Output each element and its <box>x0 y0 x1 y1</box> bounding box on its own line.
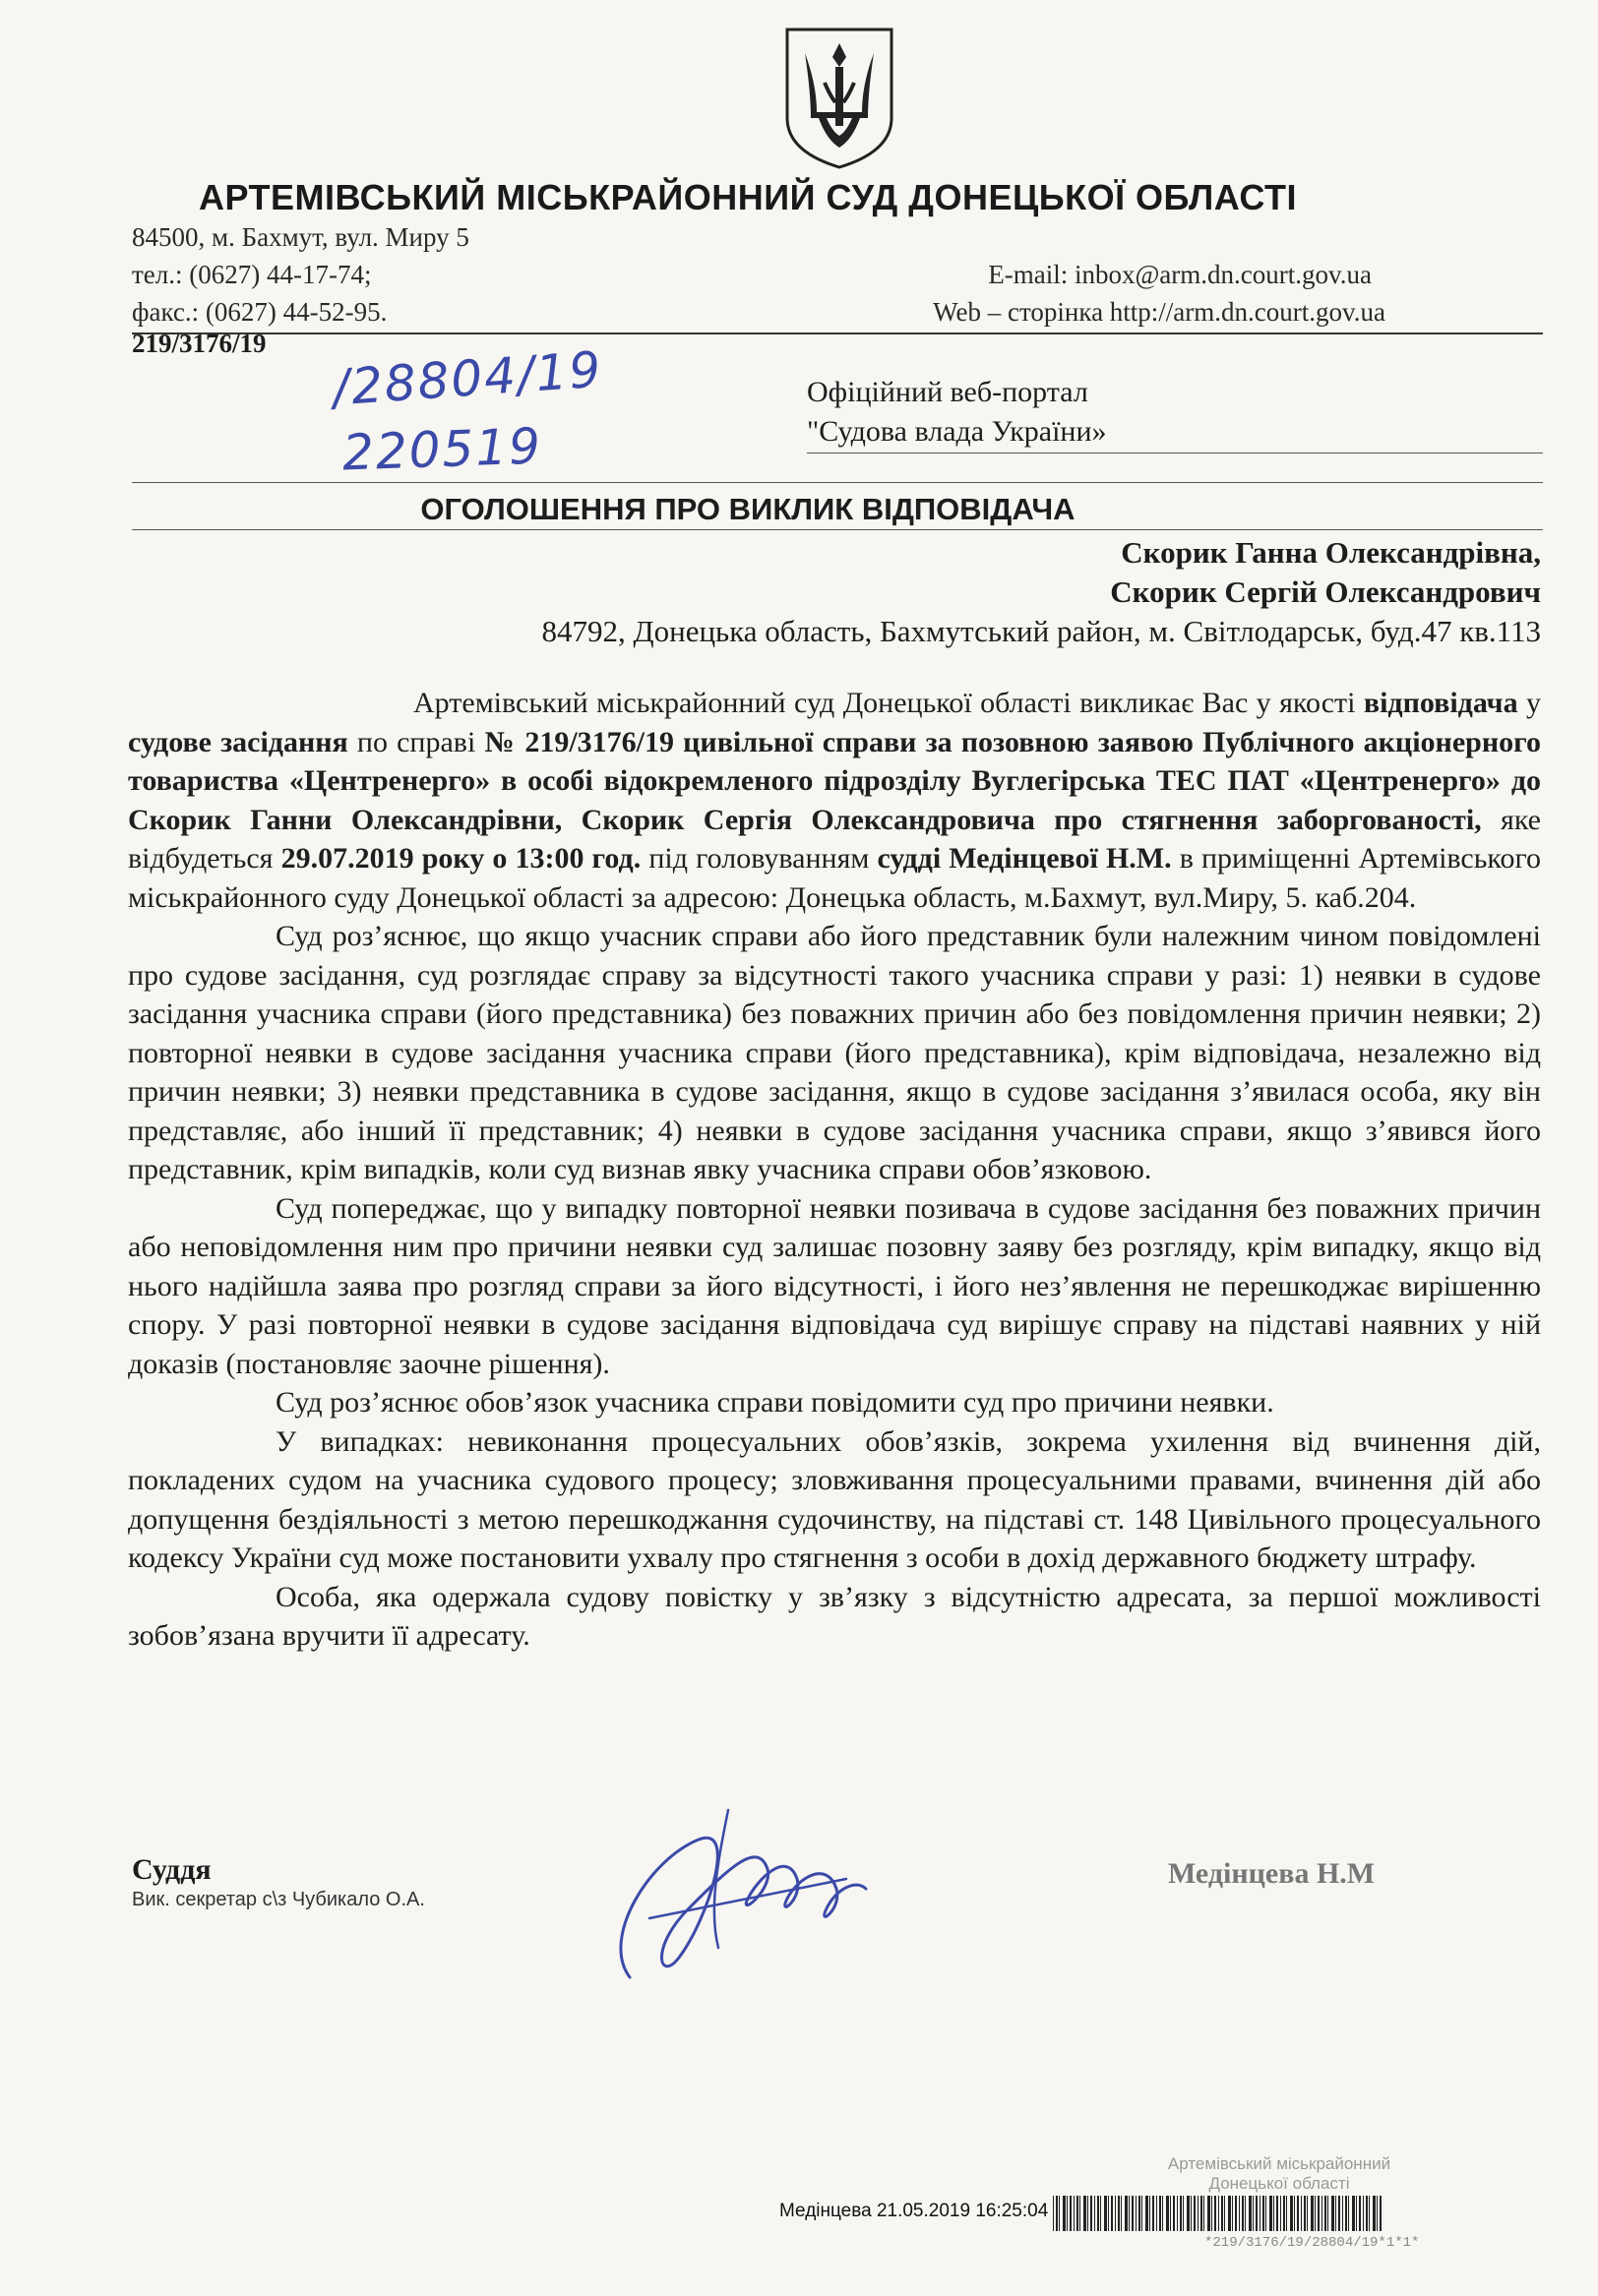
judge-label: Суддя <box>132 1853 212 1886</box>
portal-name-line-2: "Судова влада України» <box>807 415 1107 448</box>
barcode-icon <box>1053 2196 1387 2231</box>
paragraph-summons: Артемівський міськрайонний суд Донецької області викликає Вас у якості відповідача у судове засідання по справі № 219/3176/19 цивільної справи за позовною заявою Публічного акціонерного товариства «Центренерго» в особі відокремленого підрозділу Вуглегірська ТЕС ПАТ «Центренерго» до Скорик Ганни Олександрівни, Скорик Сергія Олександровича про стягнення заборгованості, яке відбудеться 29.07.2019 року о 13:00 год. під головуванням судді Медінцевої Н.М. в приміщенні Артемівського міськрайонного суду Донецької області за адресою: Донецька область, м.Бахмут, вул.Миру, 5. каб.204. <box>128 687 1542 914</box>
court-email: E-mail: inbox@arm.dn.court.gov.ua <box>988 260 1372 289</box>
paragraph-absence-rules: Суд роз’яснює, що якщо учасник справи або його представник були належним чином повідомлені про судове засідання, суд розглядає справу за відсутності такого учасника справи у разі: 1) неявки в судове засідання учасника справи (його представника) без поважних причин або без повідомлення причин неявки; 2) повторної неявки в судове засідання учасника справи (його представника), крім відповідача, незалежно від причин неявки; 3) неявки представника в судове засідання, якщо в судове засідання з’явилася особа, яку він представляє, або інший її представник; 4) неявки в судове засідання учасника справи, якщо з’явився його представник, крім випадків, коли суд визнав явку учасника справи обов’язковою. <box>128 920 1541 1185</box>
title-divider <box>132 482 1543 483</box>
title-underline <box>132 529 1543 530</box>
handwritten-signature <box>590 1800 886 1997</box>
court-phone: тел.: (0627) 44-17-74; <box>132 260 372 289</box>
trident-coat-of-arms-icon <box>781 24 897 171</box>
handwritten-date: 220519 <box>341 417 543 482</box>
court-address: 84500, м. Бахмут, вул. Миру 5 <box>132 222 469 252</box>
electronic-stamp-court: Артемівський міськрайонний Донецької області <box>1167 2154 1391 2193</box>
electronic-stamp-signer: Медінцева 21.05.2019 16:25:04 <box>779 2201 1049 2221</box>
case-number: 219/3176/19 <box>132 329 267 358</box>
judge-name: Медінцева Н.М <box>1168 1857 1376 1890</box>
addressee-name-2: Скорик Сергій Олександрович <box>1110 574 1541 609</box>
header-divider <box>132 332 1543 334</box>
notice-body <box>128 684 1541 1656</box>
handwritten-registration-number: /28804/19 <box>331 340 605 417</box>
addressee-name-1: Скорик Ганна Олександрівна, <box>1121 535 1541 570</box>
court-fax: факс.: (0627) 44-52-95. <box>132 297 388 327</box>
portal-name-line-1: Офіційний веб-портал <box>807 376 1088 408</box>
addressee-address: 84792, Донецька область, Бахмутський район, м. Світлодарськ, буд.47 кв.113 <box>541 614 1541 648</box>
notice-title: ОГОЛОШЕННЯ ПРО ВИКЛИК ВІДПОВІДАЧА <box>420 492 1076 526</box>
paragraph-delivery: Особа, яка одержала судову повістку у зв’язку з відсутністю адресата, за першої можливості зобов’язана вручити її адресату. <box>128 1580 1541 1652</box>
barcode-number: *219/3176/19/28804/19*1*1* <box>1204 2235 1420 2251</box>
court-name: АРТЕМІВСЬКИЙ МІСЬКРАЙОННИЙ СУД ДОНЕЦЬКОЇ ОБЛАСТІ <box>199 177 1297 217</box>
paragraph-warning: Суд попереджає, що у випадку повторної неявки позивача в судове засідання без поважних причин або неповідомлення ним про причини неявки суд залишає позовну заяву без розгляду, крім випадку, якщо від нього надійшла заява про розгляд справи за його відсутності, і його нез’явлення не перешкоджає вирішенню спору. У разі повторної неявки в судове засідання відповідача суд вирішує справу на підставі наявних у ній доказів (постановляє заочне рішення). <box>128 1191 1541 1380</box>
paragraph-penalties: У випадках: невиконання процесуальних обов’язків, зокрема ухилення від вчинення дій, покладених судом на учасника судового процесу; зловживання процесуальними правами, вчинення дій або допущення бездіяльності з метою перешкоджання судочинству, на підставі ст. 148 Цивільного процесуального кодексу України суд може постановити ухвалу про стягнення з особи в дохід державного бюджету штрафу. <box>128 1424 1541 1574</box>
court-website: Web – сторінка http://arm.dn.court.gov.ua <box>933 297 1385 327</box>
paragraph-duty-to-notify: Суд роз’яснює обов’язок учасника справи повідомити суд про причини неявки. <box>276 1386 1274 1419</box>
secretary-name: Вик. секретар с\з Чубикало О.А. <box>132 1889 425 1910</box>
